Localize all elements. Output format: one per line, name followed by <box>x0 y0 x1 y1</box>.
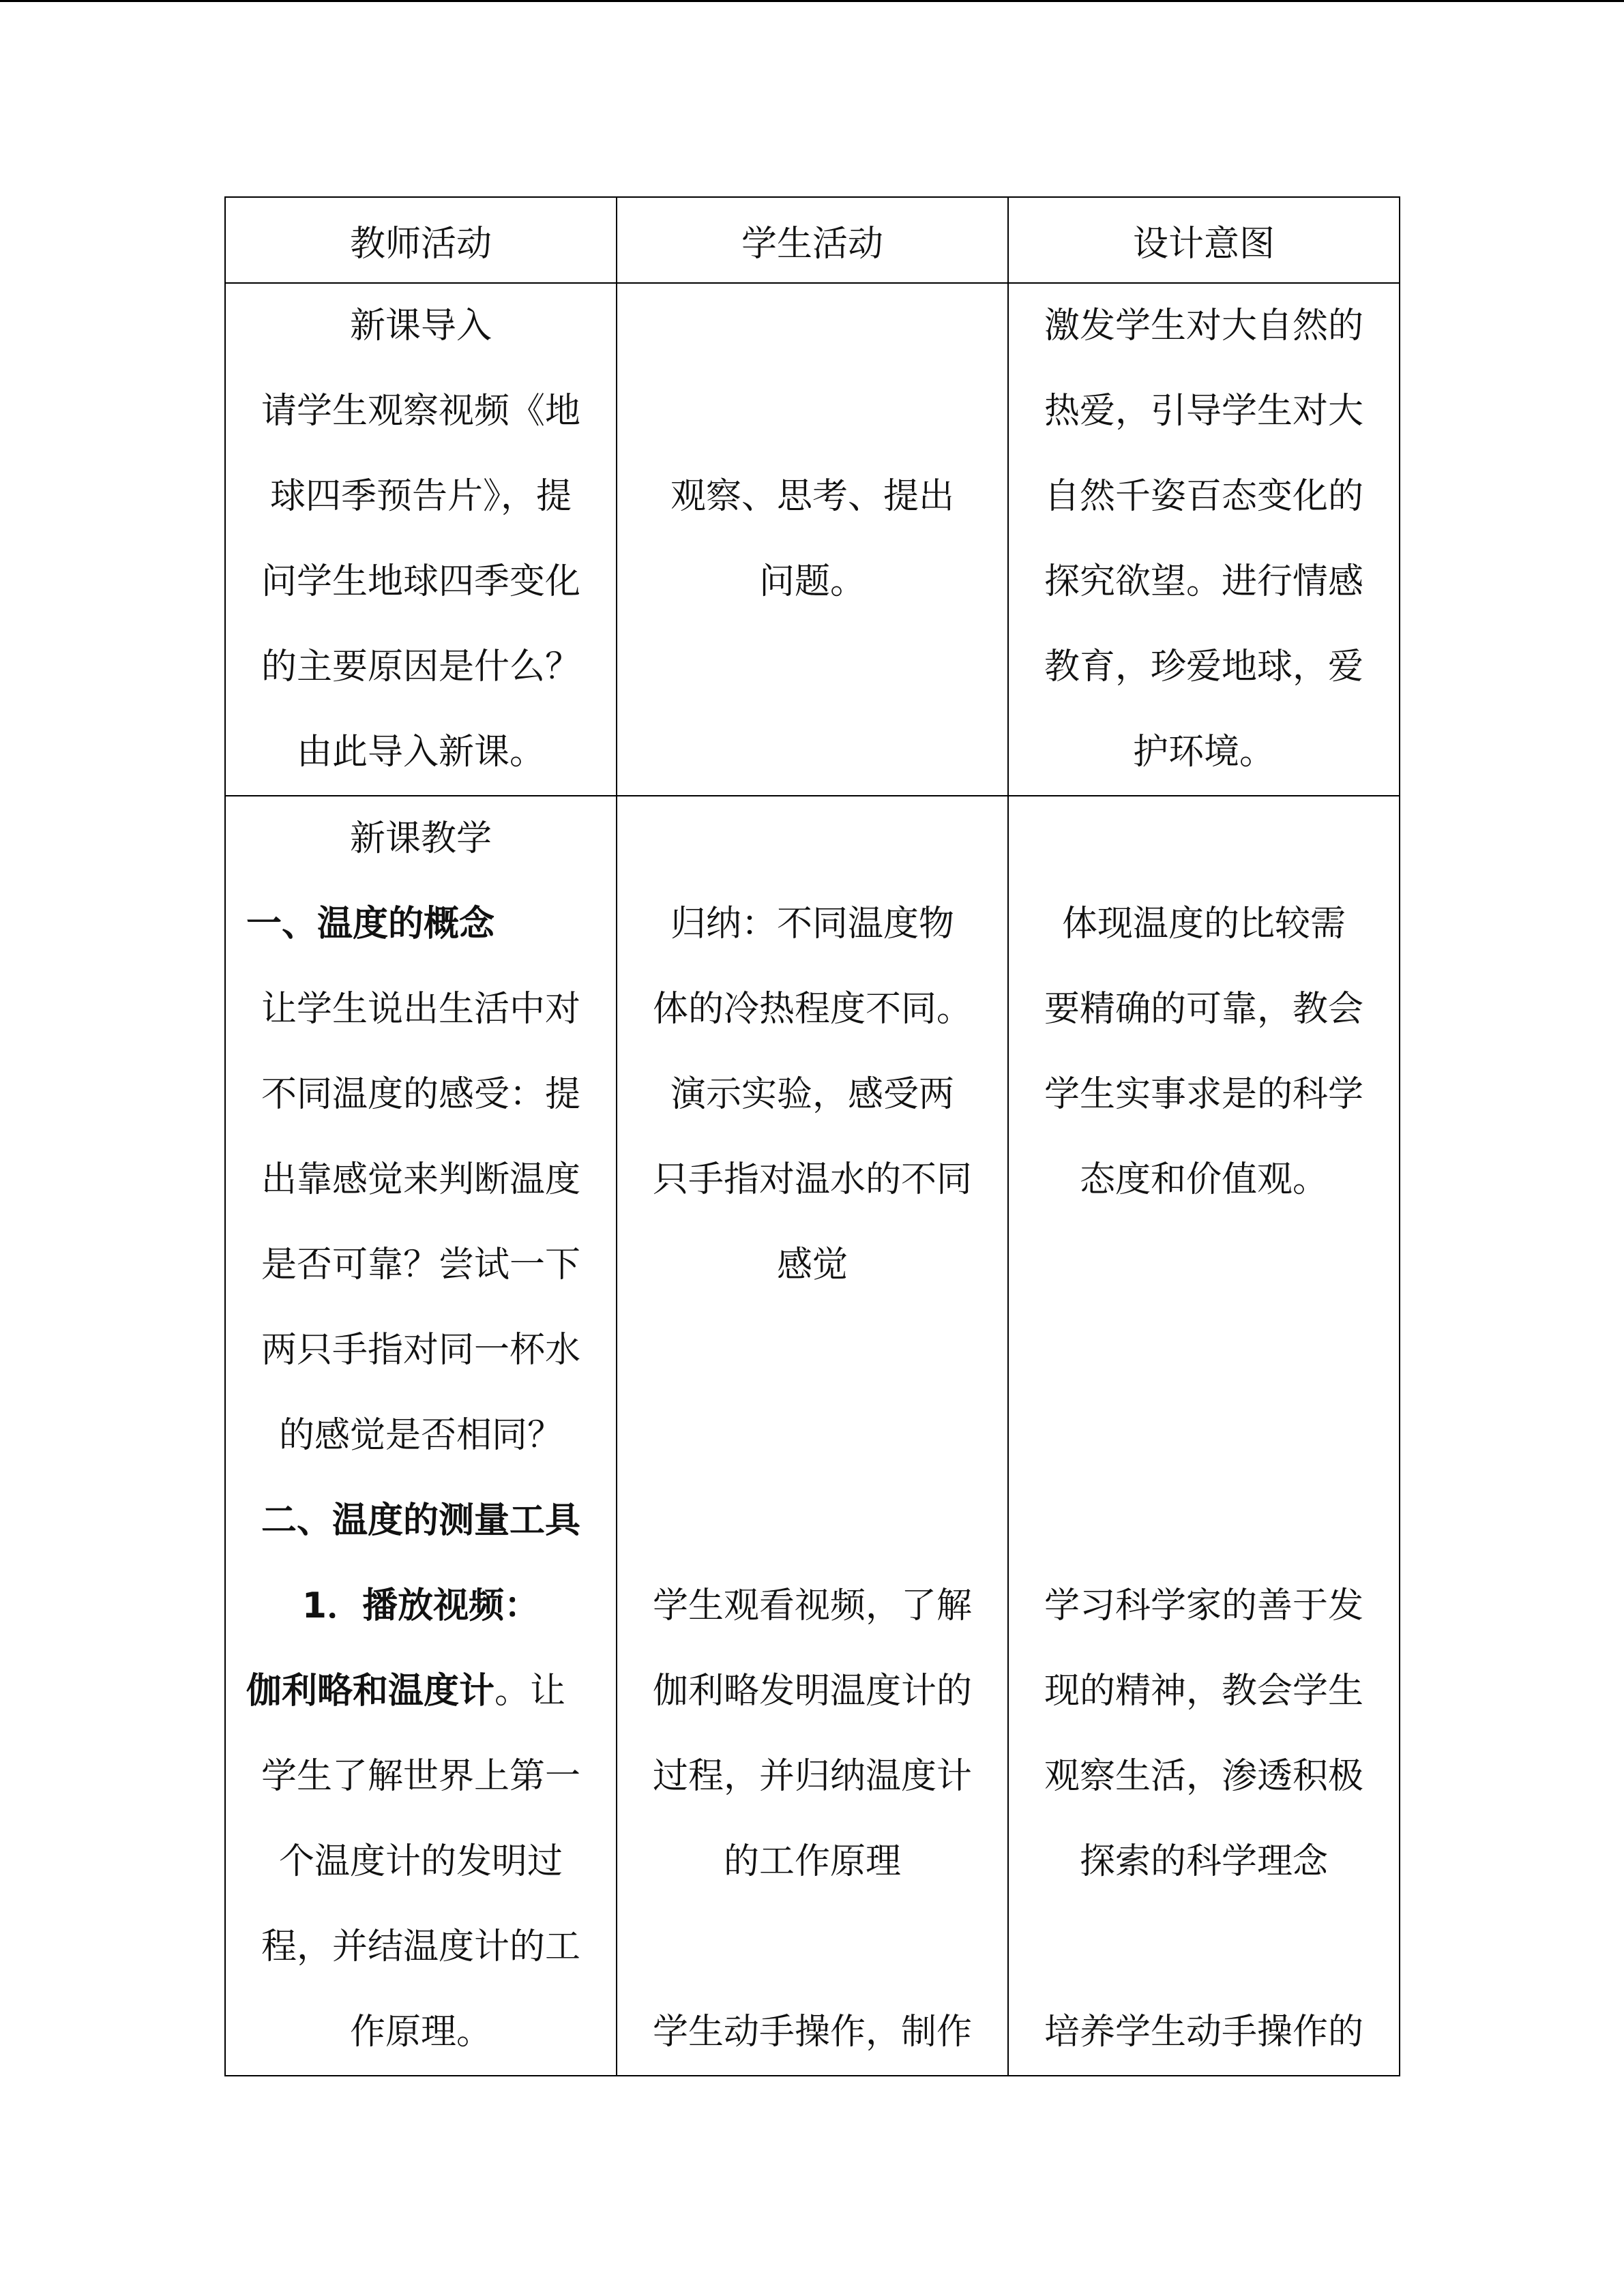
intro-intent-line: 热爱，引导学生对大 <box>1044 391 1363 432</box>
intro-teacher-line: 问学生地球四季变化 <box>261 561 580 602</box>
teaching-heading: 新课教学 <box>349 818 492 859</box>
teaching-student-line: 学生观看视频，了解 <box>652 1585 972 1626</box>
intro-teacher-line: 请学生观察视频《地 <box>261 391 580 432</box>
intro-student-line: 问题。 <box>758 561 866 602</box>
section-title-measuring-tools: 二、温度的测量工具 <box>261 1500 580 1541</box>
teaching-teacher-line: 出靠感觉来判断温度 <box>261 1159 580 1200</box>
table-row-teaching <box>225 796 1400 2076</box>
intro-intent-line: 自然千姿百态变化的 <box>1044 476 1363 517</box>
item1-video-title-line <box>246 1649 595 1734</box>
teaching-student-line: 过程，并归纳温度计 <box>652 1756 972 1797</box>
spacer <box>638 1905 987 1990</box>
item1-video-label: 1．播放视频： <box>301 1585 540 1626</box>
teaching-intent-line: 探索的科学理念 <box>1079 1841 1328 1882</box>
header-student-activity: 学生活动 <box>617 197 1008 283</box>
teaching-student-cell <box>617 796 1008 2076</box>
intro-intent-cell <box>1008 283 1400 796</box>
teaching-student-line: 演示实验，感受两 <box>670 1074 954 1115</box>
intro-student-cell <box>617 283 1008 796</box>
intro-teacher-line: 由此导入新课。 <box>296 732 545 773</box>
page-top-border <box>0 0 1624 2</box>
teaching-teacher-line: 个温度计的发明过 <box>278 1841 563 1882</box>
teaching-intent-line: 学习科学家的善于发 <box>1044 1585 1363 1626</box>
intro-teacher-line: 的主要原因是什么？ <box>261 646 580 687</box>
header-teacher-activity: 教师活动 <box>225 197 617 283</box>
teaching-intent-line: 态度和价值观。 <box>1079 1159 1328 1200</box>
spacer <box>1029 1223 1378 1308</box>
teaching-teacher-line: 的感觉是否相同？ <box>278 1415 563 1456</box>
teaching-teacher-line: 程，并结温度计的工 <box>261 1926 580 1967</box>
spacer <box>638 1308 987 1393</box>
teaching-student-line: 归纳：不同温度物 <box>670 904 954 944</box>
intro-intent-line: 激发学生对大自然的 <box>1044 305 1363 346</box>
spacer <box>638 1393 987 1478</box>
spacer <box>638 1478 987 1564</box>
teaching-student-line: 只手指对温水的不同 <box>652 1159 972 1200</box>
teaching-student-line: 伽利略发明温度计的 <box>652 1671 972 1712</box>
spacer <box>1029 1308 1378 1393</box>
teaching-intent-line: 学生实事求是的科学 <box>1044 1074 1363 1115</box>
intro-intent-line: 教育，珍爱地球，爱 <box>1044 646 1363 687</box>
teaching-intent-cell <box>1008 796 1400 2076</box>
teaching-teacher-cell <box>225 796 617 2076</box>
header-design-intent: 设计意图 <box>1008 197 1400 283</box>
spacer <box>1029 796 1378 882</box>
intro-student-line: 观察、思考、提出 <box>670 476 954 517</box>
teaching-student-line: 学生动手操作，制作 <box>652 2012 972 2053</box>
teaching-intent-line: 培养学生动手操作的 <box>1044 2012 1363 2053</box>
spacer <box>1029 1478 1378 1564</box>
section-title-temperature-concept: 一、温度的概念 <box>246 904 495 944</box>
intro-intent-line: 探究欲望。进行情感 <box>1044 561 1363 602</box>
spacer <box>1029 1905 1378 1990</box>
table-header-row <box>225 197 1400 283</box>
teaching-student-line: 体的冷热程度不同。 <box>652 989 972 1030</box>
item1-video-title: 伽利略和温度计 <box>246 1671 495 1712</box>
item1-video-title-tail: 。让 <box>494 1671 566 1712</box>
teaching-student-line: 的工作原理 <box>723 1841 901 1882</box>
teaching-intent-line: 观察生活，渗透积极 <box>1044 1756 1363 1797</box>
teaching-intent-line: 要精确的可靠，教会 <box>1044 989 1363 1030</box>
teaching-teacher-line: 让学生说出生活中对 <box>261 989 580 1030</box>
teaching-intent-line: 现的精神，教会学生 <box>1044 1671 1363 1712</box>
teaching-teacher-line: 不同温度的感受：提 <box>261 1074 580 1115</box>
intro-intent-line: 护环境。 <box>1132 732 1275 773</box>
teaching-teacher-line: 学生了解世界上第一 <box>261 1756 580 1797</box>
lesson-plan-table <box>224 196 1400 2076</box>
teaching-student-line: 感觉 <box>776 1244 848 1285</box>
spacer <box>1029 1393 1378 1478</box>
intro-heading: 新课导入 <box>349 305 492 346</box>
table-row-intro <box>225 283 1400 796</box>
teaching-teacher-line: 两只手指对同一杯水 <box>261 1330 580 1371</box>
intro-teacher-cell <box>225 283 617 796</box>
spacer <box>638 796 987 882</box>
teaching-intent-line: 体现温度的比较需 <box>1061 904 1346 944</box>
teaching-teacher-line: 作原理。 <box>349 2012 492 2053</box>
teaching-teacher-line: 是否可靠？尝试一下 <box>261 1244 580 1285</box>
intro-teacher-line: 球四季预告片》，提 <box>269 476 572 517</box>
